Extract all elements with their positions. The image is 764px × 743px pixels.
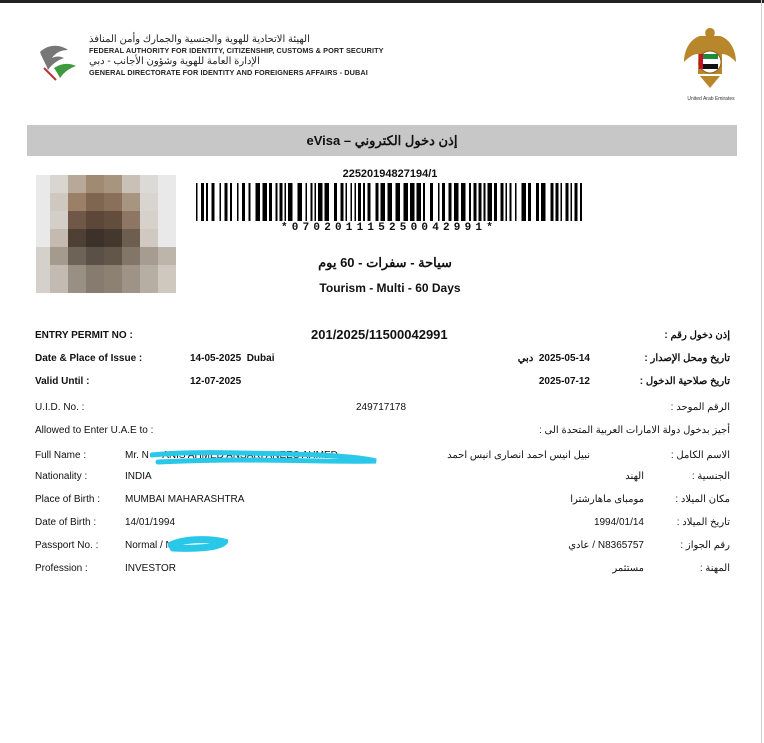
barcode-bar	[206, 183, 208, 221]
barcode-bar	[396, 183, 401, 221]
evisa-title-bar	[27, 125, 737, 156]
date-of-birth-label-ar: تاريخ الميلاد :	[676, 517, 730, 528]
barcode-bar	[318, 183, 323, 221]
barcode-bar	[341, 183, 344, 221]
full-name-value-ar: نبيل انيس احمد انصارى انيس احمد	[447, 450, 590, 461]
allowed-label-ar: أجيز بدخول دولة الامارات العربية المتحدة الى :	[538, 425, 730, 436]
barcode-bar	[285, 183, 287, 221]
visa-type-arabic: سياحة - سفرات - 60 يوم	[318, 255, 452, 270]
barcode-bar	[474, 183, 477, 221]
barcode-bar	[355, 183, 357, 221]
barcode-bar	[454, 183, 459, 221]
barcode-bar	[561, 183, 563, 221]
barcode-bar	[249, 183, 251, 221]
place-of-birth-value-ar: مومباى ماهارشترا	[570, 494, 644, 505]
redaction-scribble	[150, 449, 378, 467]
barcode-bar	[488, 183, 493, 221]
authority-english-line-2: GENERAL DIRECTORATE FOR IDENTITY AND FOREIGNERS AFFAIRS - DUBAI	[89, 68, 368, 77]
barcode-bar	[325, 183, 330, 221]
nationality-label-ar: الجنسية :	[691, 471, 730, 482]
barcode-bar	[237, 183, 239, 221]
barcode-bar	[556, 183, 559, 221]
barcode-bar	[404, 183, 409, 221]
emblem-caption: United Arab Emirates	[687, 96, 735, 102]
issue-value-ar: 2025-05-14 دبي	[517, 353, 590, 364]
barcode-bar	[269, 183, 272, 221]
barcode-bar	[225, 183, 228, 221]
barcode-bar	[388, 183, 393, 221]
passport-value: Normal / N	[125, 540, 173, 551]
barcode-bar	[510, 183, 512, 221]
redaction-scribble	[168, 536, 228, 552]
barcode-bar	[276, 183, 278, 221]
profession-value: INVESTOR	[125, 563, 176, 574]
valid-until-label: Valid Until :	[35, 376, 90, 387]
barcode-number: 22520194827194/1	[342, 168, 438, 180]
valid-until-value-ar: 2025-07-12	[538, 376, 590, 387]
valid-until-label-ar: تاريخ صلاحية الدخول :	[639, 376, 730, 387]
date-of-birth-value-ar: 1994/01/14	[593, 517, 644, 528]
barcode-bar	[417, 183, 422, 221]
barcode-bar	[449, 183, 452, 221]
barcode-bar	[298, 183, 303, 221]
authority-english-line-1: FEDERAL AUTHORITY FOR IDENTITY, CITIZENSHIP, CUSTOMS & PORT SECURITY	[89, 46, 384, 55]
nationality-value-ar: الهند	[625, 471, 644, 482]
barcode-bar	[376, 183, 379, 221]
valid-until-value: 12-07-2025	[190, 376, 242, 387]
full-name-label-ar: الاسم الكامل :	[670, 450, 730, 461]
barcode-bar	[358, 183, 361, 221]
entry-permit-label: ENTRY PERMIT NO :	[35, 330, 133, 341]
barcode-bar	[334, 183, 337, 221]
barcode-bar	[494, 183, 497, 221]
authority-arabic-line-2: الإدارة العامة للهوية وشؤون الأجانب - دبي	[89, 56, 260, 67]
barcode-bar	[442, 183, 445, 221]
authority-arabic-line-1: الهيئة الاتحادية للهوية والجنسية والجمارك وأمن المنافذ	[89, 34, 310, 45]
falcon-logo-icon	[34, 38, 80, 82]
barcode-bar	[220, 183, 222, 221]
barcode-bar	[381, 183, 386, 221]
full-name-value: Mr. N ANIS AHMED ANSARI ANEES AHMED	[125, 450, 338, 461]
barcode-bar	[263, 183, 268, 221]
barcode-bar	[410, 183, 415, 221]
barcode-bar	[242, 183, 245, 221]
barcode-bar	[528, 183, 531, 221]
place-of-birth-label-ar: مكان الميلاد :	[675, 494, 730, 505]
barcode-bar	[575, 183, 578, 221]
barcode-bar	[306, 183, 308, 221]
barcode-bar	[363, 183, 365, 221]
profession-value-ar: مستثمر	[612, 563, 644, 574]
entry-permit-value: 201/2025/11500042991	[311, 327, 448, 342]
barcode-bar	[536, 183, 539, 221]
place-of-birth-value: MUMBAI MAHARASHTRA	[125, 494, 245, 505]
barcode-bar	[288, 183, 293, 221]
barcode	[196, 183, 582, 221]
barcode-bar	[571, 183, 573, 221]
redacted-photo	[36, 175, 176, 293]
barcode-bar	[515, 183, 517, 221]
barcode-bar	[522, 183, 527, 221]
barcode-bar	[346, 183, 348, 221]
profession-label-ar: المهنة :	[699, 563, 730, 574]
barcode-bar	[438, 183, 440, 221]
place-of-birth-label: Place of Birth :	[35, 494, 101, 505]
barcode-bar	[256, 183, 261, 221]
barcode-bar	[212, 183, 215, 221]
barcode-bar	[230, 183, 232, 221]
barcode-bar	[461, 183, 466, 221]
issue-value: 14-05-2025 Dubai	[190, 353, 275, 364]
uid-value: 249717178	[356, 402, 407, 413]
barcode-bar	[484, 183, 486, 221]
barcode-bar	[201, 183, 204, 221]
date-of-birth-value: 14/01/1994	[125, 517, 176, 528]
barcode-bar	[551, 183, 554, 221]
barcode-bar	[280, 183, 283, 221]
barcode-bar	[311, 183, 313, 221]
barcode-bar	[196, 183, 198, 221]
barcode-text: *070201115250042991*	[280, 222, 498, 234]
barcode-bar	[479, 183, 482, 221]
visa-type-english: Tourism - Multi - 60 Days	[319, 281, 461, 295]
barcode-bar	[580, 183, 582, 221]
allowed-label: Allowed to Enter U.A.E to :	[35, 425, 154, 436]
barcode-bar	[469, 183, 471, 221]
evisa-title: إذن دخول الكتروني – eVisa	[306, 133, 458, 148]
top-border	[0, 0, 764, 3]
full-name-label: Full Name :	[35, 450, 87, 461]
barcode-bar	[430, 183, 433, 221]
barcode-bar	[541, 183, 546, 221]
nationality-label: Nationality :	[35, 471, 88, 482]
barcode-bar	[315, 183, 317, 221]
nationality-value: INDIA	[125, 471, 152, 482]
authority-header	[89, 34, 394, 78]
entry-permit-label-ar: إذن دخول رقم :	[664, 330, 730, 341]
uid-label: U.I.D. No. :	[35, 402, 85, 413]
barcode-bar	[506, 183, 508, 221]
passport-label: Passport No. :	[35, 540, 99, 551]
date-of-birth-label: Date of Birth :	[35, 517, 97, 528]
passport-label-ar: رقم الجواز :	[680, 540, 730, 551]
uid-label-ar: الرقم الموحد :	[670, 402, 730, 413]
barcode-bar	[423, 183, 425, 221]
profession-label: Profession :	[35, 563, 88, 574]
barcode-bar	[566, 183, 569, 221]
issue-label-ar: تاريخ ومحل الإصدار :	[644, 353, 730, 364]
barcode-bar	[351, 183, 353, 221]
uae-emblem-icon	[680, 22, 740, 94]
barcode-bar	[368, 183, 371, 221]
right-border	[761, 0, 762, 743]
passport-value-ar: N8365757 / عادي	[568, 540, 644, 551]
barcode-bar	[501, 183, 504, 221]
issue-label: Date & Place of Issue :	[35, 353, 143, 364]
